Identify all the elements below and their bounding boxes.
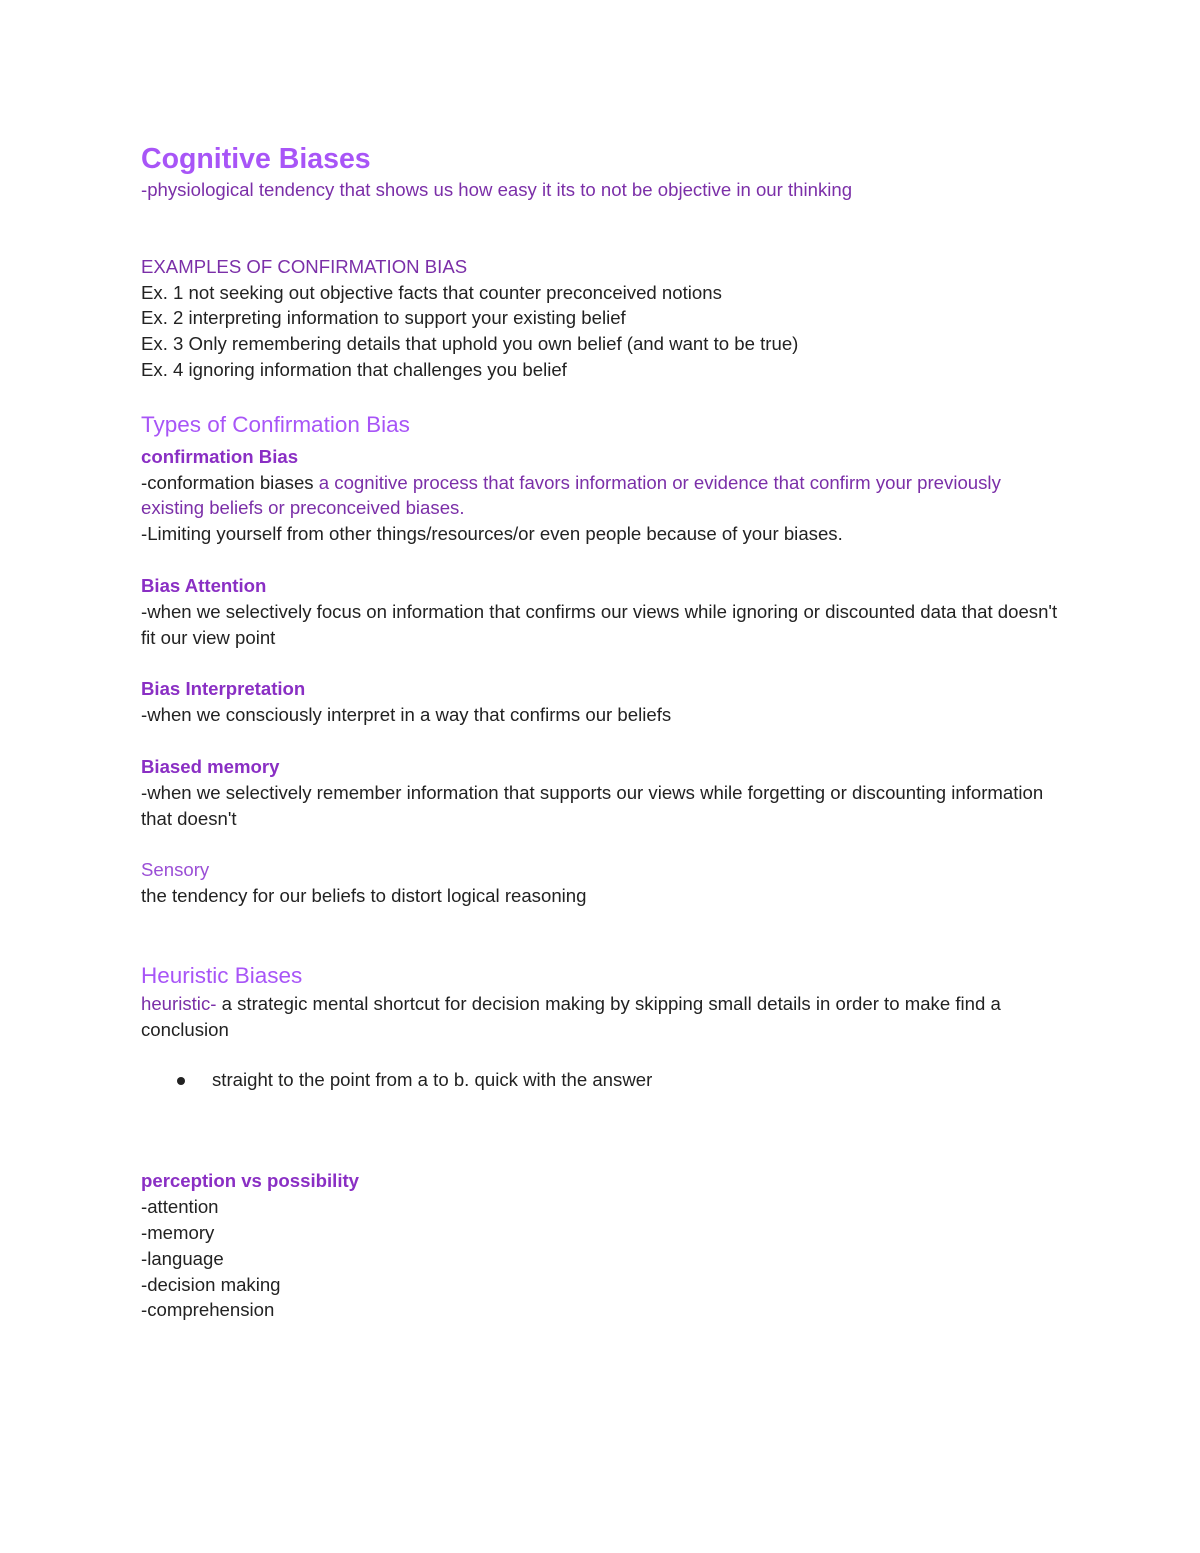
- example-item: Ex. 2 interpreting information to support your existing belief: [141, 307, 626, 329]
- perception-item: -attention: [141, 1196, 219, 1218]
- confirmation-bias-prefix: -conformation biases: [141, 471, 319, 493]
- sensory-text: the tendency for our beliefs to distort logical reasoning: [141, 885, 587, 907]
- perception-item: -decision making: [141, 1273, 281, 1295]
- heuristic-heading: Heuristic Biases: [141, 962, 303, 988]
- perception-item: -language: [141, 1247, 224, 1269]
- confirmation-bias-note: -Limiting yourself from other things/resources/or even people because of your biases.: [141, 523, 843, 545]
- bias-attention-label: Bias Attention: [141, 574, 267, 596]
- list-item: [141, 1067, 1061, 1093]
- bullet-icon: [177, 1077, 185, 1085]
- bias-attention-text: -when we selectively focus on information that confirms our views while ignoring or discounted data that doesn't fit our view point: [141, 600, 1058, 648]
- types-heading: Types of Confirmation Bias: [141, 411, 410, 437]
- confirmation-bias-purple-text: a cognitive process that favors information or evidence that confirm your previously existing beliefs or preconceived biases.: [141, 471, 1001, 519]
- perception-label: perception vs possibility: [141, 1170, 360, 1192]
- example-item: Ex. 1 not seeking out objective facts that counter preconceived notions: [141, 281, 722, 303]
- confirmation-bias-definition: [141, 470, 1061, 522]
- examples-heading: EXAMPLES OF CONFIRMATION BIAS: [141, 255, 468, 277]
- perception-item: -memory: [141, 1221, 215, 1243]
- document-subtitle: -physiological tendency that shows us how easy it its to not be objective in our thinking: [141, 179, 853, 200]
- example-item: Ex. 3 Only remembering details that uphold you own belief (and want to be true): [141, 333, 799, 355]
- biased-memory-label: Biased memory: [141, 755, 280, 777]
- perception-item: -comprehension: [141, 1299, 275, 1321]
- confirmation-bias-label: confirmation Bias: [141, 445, 299, 467]
- document-body: [141, 141, 1061, 1323]
- document-title: Cognitive Biases: [141, 143, 371, 175]
- bias-interpretation-label: Bias Interpretation: [141, 678, 306, 700]
- heuristic-definition: [141, 991, 1061, 1043]
- heuristic-term: heuristic-: [141, 992, 217, 1014]
- sensory-label: Sensory: [141, 859, 210, 881]
- heuristic-definition-text: a strategic mental shortcut for decision making by skipping small details in order to make find a conclusion: [141, 992, 1001, 1040]
- heuristic-bullet-list: [141, 1067, 1061, 1093]
- bias-interpretation-text: -when we consciously interpret in a way that confirms our beliefs: [141, 704, 672, 726]
- biased-memory-text: -when we selectively remember information that supports our views while forgetting or discounting information that doesn't: [141, 781, 1044, 829]
- example-item: Ex. 4 ignoring information that challenges you belief: [141, 358, 567, 380]
- heuristic-bullet-text: straight to the point from a to b. quick with the answer: [212, 1068, 653, 1090]
